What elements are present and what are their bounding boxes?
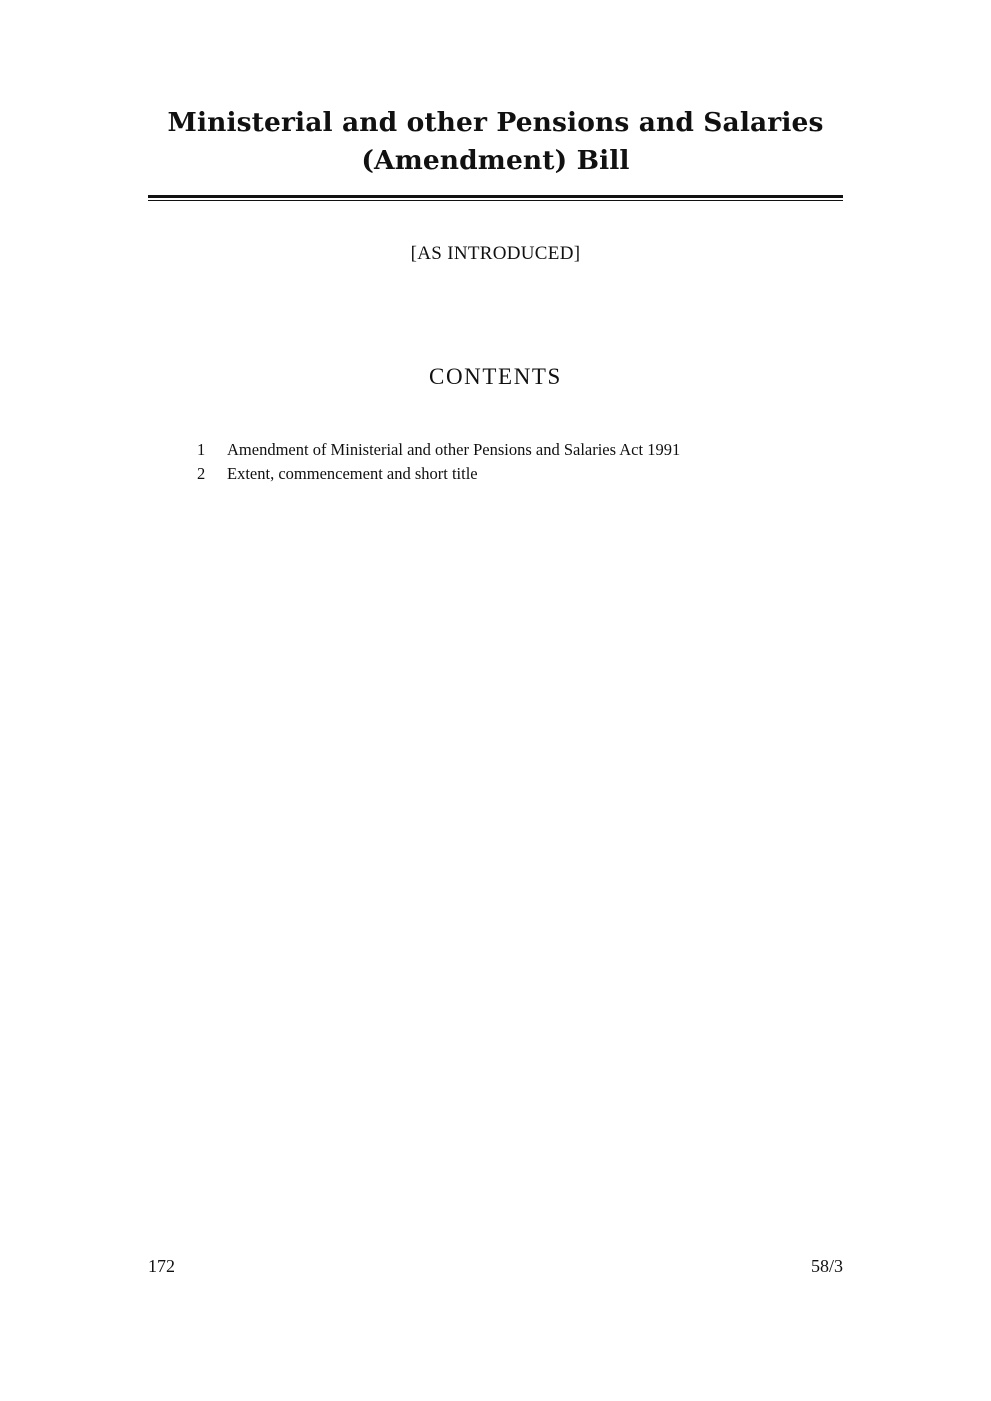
- footer-right-reference: 58/3: [810, 1256, 843, 1276]
- page-content: [148, 0, 843, 1401]
- list-item[interactable]: [197, 438, 843, 461]
- list-item-number: 2: [197, 463, 206, 483]
- contents-heading: CONTENTS: [429, 364, 562, 390]
- stage-label: [AS INTRODUCED]: [410, 243, 581, 265]
- list-item-number: 1: [197, 440, 206, 460]
- page-title: [148, 0, 843, 179]
- list-item-label: Extent, commencement and short title: [227, 463, 478, 483]
- list-item[interactable]: [197, 462, 843, 485]
- contents-list: [148, 390, 843, 485]
- list-item-label: Amendment of Ministerial and other Pensions and Salaries Act 1991: [227, 440, 681, 460]
- title-line-1: Ministerial and other Pensions and Salaries: [167, 107, 824, 138]
- title-line-2: (Amendment) Bill: [361, 144, 630, 176]
- footer-left-number: 172: [148, 1256, 175, 1276]
- page-footer: [148, 1256, 843, 1277]
